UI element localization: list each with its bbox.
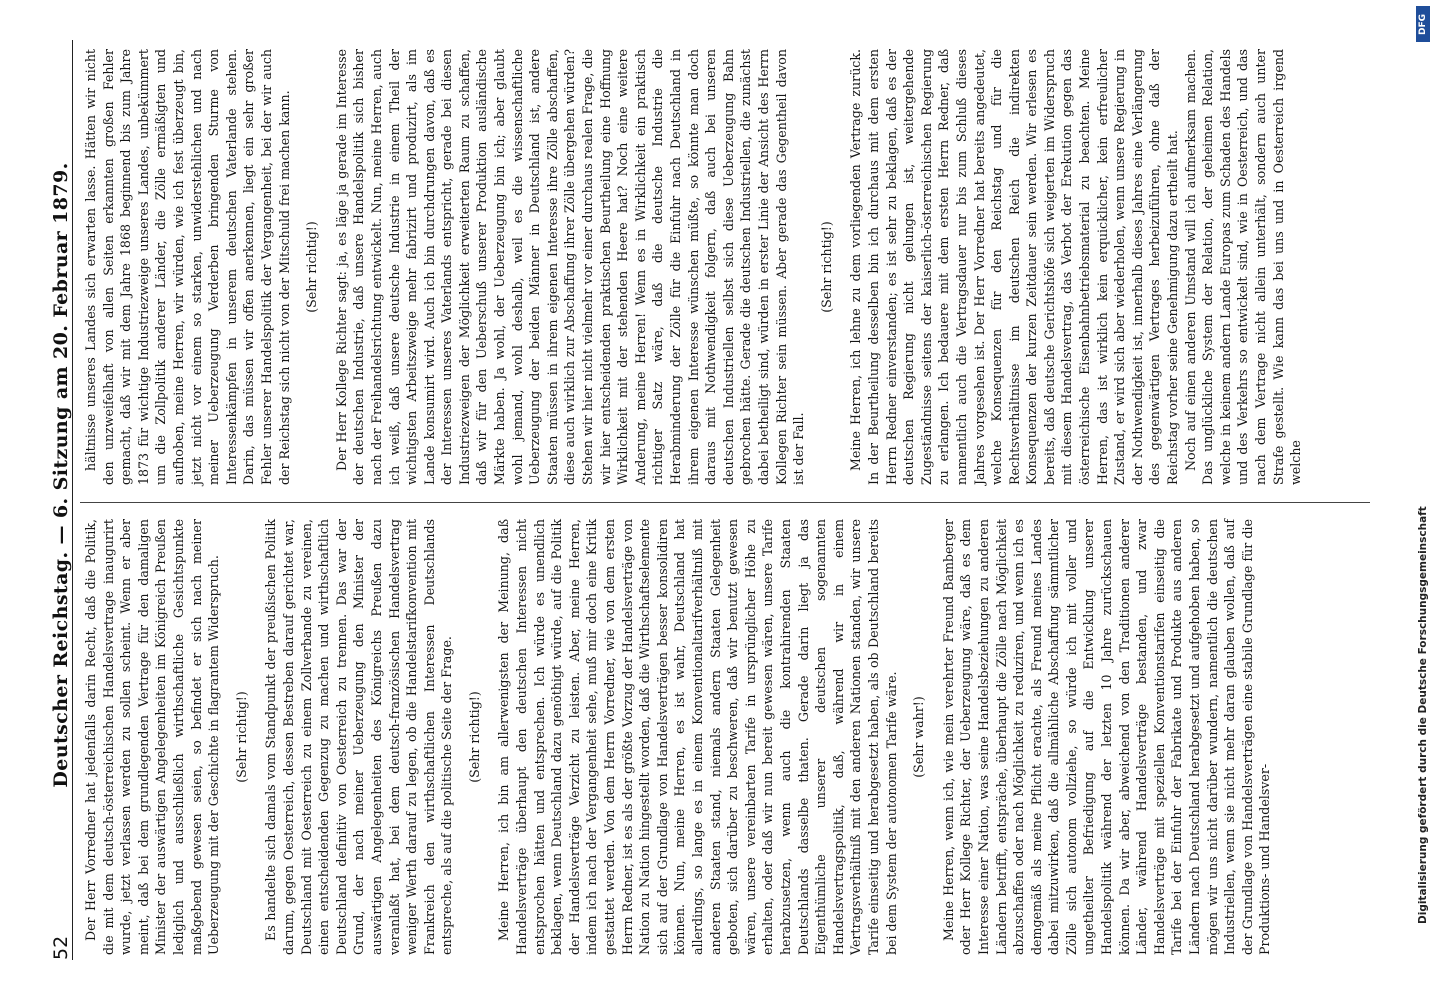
- paragraph: Meine Herren, ich lehne zu dem vorliegenden Vertrage zurück. In der Beurtheilung desselben bin ich durchaus mit dem ersten Herrn Redner einverstanden; es ist sehr zu beklagen, daß es der deutschen Regierung nicht gelungen ist, weitergehende Zugeständnisse seitens der kaiserlich-österreichischen Regierung zu erlangen. Ich bedauere mit dem ersten Herrn Redner, daß namentlich auch die Vertragsdauer nur bis zum Schluß dieses Jahres vorgesehen ist. Der Herr Vorredner hat bereits angedeutet, welche Konsequenzen für den Reichstag und für die Rechtsverhältnisse im deutschen Reich die indirekten Konsequenzen der kurzen Zeitdauer sein werden. Wir erlesen es bereits, daß deutsche Gerichtshöfe sich weigerten im Widerspruch mit diesem Handelsvertrag, das Verbot der Erekution gegen das österreichische Eisenbahnbetriebsmaterial zu beachten. Meine Herren, das ist wirklich kein erquicklicher, kein erfreulicher Zustand, er wird sich aber wiederholen, wenn unsere Regierung in der Nothwendigkeit ist, innerhalb dieses Jahres eine Verlängerung des gegenwärtigen Vertrages herbeizuführen, ohne daß der Reichstag vorher seine Genehmigung dazu ertheilt hat.: [848, 49, 1181, 485]
- page-header: [42, 40, 73, 960]
- paragraph: Es handelte sich damals vom Standpunkt der preußischen Politik darum, gegen Oesterreich, dessen Bestreben darauf gerichtet war, Deutschland mit Oesterreich zu einem Zollverbande zu vereinen, einen entscheidenden Gegenzug zu machen und wirthschaftlich Deutschland definitiv von Oesterreich zu trennen. Das war der Grund, der nach meiner Ueberzeugung den Minister der auswärtigen Angelegenheiten des Königreichs Preußen dazu veranlaßt hat, bei dem deutsch-französischen Handelsvertrag weniger Werth darauf zu legen, ob die Handelstarifkonvention mit Frankreich den wirthschaftlichen Interessen Deutschlands entspreche, als auf die politische Seite der Frage.: [263, 519, 455, 955]
- paragraph: Meine Herren, wenn ich, wie mein verehrter Freund Bamberger oder Herr Kollege Richter, der Ueberzeugung wäre, daß es dem Interesse einer Nation, was seine Handelsbeziehungen zu anderen Ländern betrifft, entspräche, überhaupt die Zölle nach Möglichkeit abzuschaffen oder nach Möglichkeit zu reduziren, und wenn ich es demgemäß als meine Pflicht erachte, als Freund meines Landes dabei mitzuwirken, daß die allmähliche Abschaffung sämmtlicher Zölle sich autonom vollziehe, so würde ich mit voller und ungetheilter Befriedigung auf die Entwicklung unserer Handelspolitik während der letzten 10 Jahre zurückschauen können. Da wir aber, abweichend von den Traditionen anderer Länder, während Handelsverträge bestanden, und zwar Handelsverträge mit speziellen Konventionstarifen einseitig die Tarife bei der Einfuhr der Fabrikate und Produkte aus anderen Ländern nach Deutschland herabgesetzt und aufgehoben haben, so mögen wir uns nicht darüber wundern, namentlich die deutschen Industriellen, wenn sie nicht mehr daran glauben wollen, daß auf der Grundlage von Handelsverträgen eine stabile Grundlage für die Produktions- und Handelsver-: [940, 519, 1273, 955]
- interjection: (Sehr wahr!): [911, 696, 927, 778]
- funding-credit: Digitalisierung gefördert durch die Deutsche Forschungsgemeinschaft: [1417, 506, 1429, 924]
- paragraph: hältnisse unseres Landes sich erwarten lasse. Hätten wir nicht den unzweifelhaft von allen Seiten erkannten großen Fehler gemacht, daß wir mit dem Jahre 1868 beginnend bis zum Jahre 1873 für wichtige Industriezweige unseres Landes, unbekümmert um die Zollpolitik anderer Länder, die Zölle ermäßigten und aufhoben, meine Herren, wir würden, wie ich fest überzeugt bin, jetzt nicht vor einem so starken, unwiderstehlichen und nach meiner Ueberzeugung Verderben bringenden Sturme von Interessenkämpfen in unserem deutschen Vaterlande stehen. Darin, das müssen wir offen anerkennen, liegt ein sehr großer Fehler unserer Handelspolitik der Vergangenheit, bei der wir auch der Reichstag sich nicht von der Mitschuld frei machen kann.: [83, 49, 292, 485]
- paragraph: Meine Herren, ich bin am allerwenigsten der Meinung, daß Handelsverträge überhaupt den deutschen Interessen nicht entsprochen hätten und entsprechen. Ich würde es unendlich beklagen, wenn Deutschland dazu genöthigt würde, auf die Politik der Handelsverträge Verzicht zu leisten. Aber, meine Herren, indem ich nach der Vergangenheit sehe, muß mir doch eine Kritik gestattet werden. Von dem Herrn Vorredner, wie von dem ersten Herrn Redner, ist es als der größte Vorzug der Handelsverträge von Nation zu Nation hingestellt worden, daß die Wirthschaftselemente sich auf der Grundlage von Handelsverträgen besser konsolidiren können. Nun, meine Herren, es ist wahr, Deutschland hat allerdings, so lange es in einem Konventionaltarifverhältniß mit anderen Staaten stand, niemals andern Staaten Gelegenheit geboten, sich darüber zu beschweren, daß wir benutzt gewesen wären, unsere vereinbarten Tarife in ursprünglicher Höhe zu erhalten, oder daß wir nun bereit gewesen wären, unsere Tarife herabzusetzen, wenn auch die kontrahirenden Staaten Deutschlands dasselbe thaten. Gerade darin liegt ja das Eigenthümliche unserer deutschen sogenannten Handelsvertragspolitik, daß, während wir in einem Vertragsverhältniß mit den anderen Nationen standen, wir unsere Tarife einseitig und herabgesetzt haben, als ob Deutschland bereits bei dem System der autonomen Tarife wäre.: [496, 519, 899, 955]
- left-column: [82, 519, 1274, 955]
- interjection: (Sehr richtig!): [233, 691, 249, 783]
- interjection: (Sehr richtig!): [818, 221, 834, 313]
- paragraph: Der Herr Kollege Richter sagt: ja, es läge ja gerade im Interesse der deutschen Industrie, daß unsere Handelspolitik sich bisher nach der Freihandelsrichtung entwickelt. Nun, meine Herren, auch ich weiß, daß unsere deutsche Industrie in einem Theil der wichtigsten Arbeitszweige mehr fabrizirt und produzirt, als im Lande konsumirt wird. Auch ich bin durchdrungen davon, daß es der Interessen unseres Vaterlands entspricht, gerade bei diesen Industriezweigen der Möglichkeit erweiterten Raum zu schaffen, daß wir für den Ueberschuß unserer Produktion ausländische Märkte haben. Ja wohl, der Ueberzeugung bin ich; aber glaubt wohl jemand, wohl deshalb, weil es die wissenschaftliche Ueberzeugung der beiden Männer in Deutschland ist, andere Staaten müssen in ihrem eigenen Interesse ihre Zölle abschaffen, diese auch wirklich zur Abschaffung ihrer Zölle übergehen würden? Stehen wir hier nicht vielmehr vor einer durchaus realen Frage, die wir hier entscheidenden praktischen Beurtheilung eine Hoffnung Wirklichkeit mit der stehenden Heere hat? Noch eine weitere Anderung, meine Herren! Wenn es in Wirklichkeit ein praktisch richtiger Satz wäre, daß die deutsche Industrie die Herabminderung der Zölle für die Einfuhr nach Deutschland in ihrem eigenen Interesse wünschen müßte, so könnte man doch daraus mit Nothwendigkeit folgern, daß auch bei unseren deutschen Industriellen selbst sich diese Ueberzeugung Bahn gebrochen hätte. Gerade die deutschen Industriellen, die zunächst dabei betheiligt sind, würden in erster Linie der Ansicht des Herrn Kollegen Richter sein müssen. Aber gerade das Gegentheil davon ist der Fall.: [333, 49, 807, 485]
- right-column: [82, 49, 1305, 485]
- interjection: (Sehr richtig!): [466, 691, 482, 783]
- column-divider: [80, 502, 1370, 503]
- paragraph: Der Herr Vorredner hat jedenfalls darin Recht, daß die Politik, die mit dem deutsch-österreichischen Handelsvertrage inaugurirt wurde, jetzt verlassen werden zu sollen scheint. Wenn er aber meint, daß bei dem grundlegenden Vertrage für den damaligen Minister der auswärtigen Angelegenheiten im Königreich Preußen lediglich und ausschließlich wirthschaftliche Gesichtspunkte maßgebend gewesen seien, so befindet er sich nach meiner Ueberzeugung mit der Geschichte in flagrantem Widerspruch.: [83, 519, 222, 955]
- page-number: 52: [50, 935, 72, 960]
- interjection: (Sehr richtig!): [304, 221, 320, 313]
- page-title: Deutscher Reichstag. — 6. Sitzung am 20. Februar 1879.: [50, 162, 72, 788]
- paragraph: Noch auf einen anderen Umstand will ich aufmerksam machen. Das unglückliche System der Relation, der geheimen Relation, welche in keinem andern Lande Europas zum Schaden des Handels und des Verkehrs so entwickelt sind, wie in Oesterreich, und das nach dem Vertrage nicht allein unterhält, sondern auch unter Strafe gestellt. Wie kann das bei uns und in Oesterreich irgend welche: [1182, 49, 1304, 485]
- dfg-logo: DFG: [1416, 6, 1430, 42]
